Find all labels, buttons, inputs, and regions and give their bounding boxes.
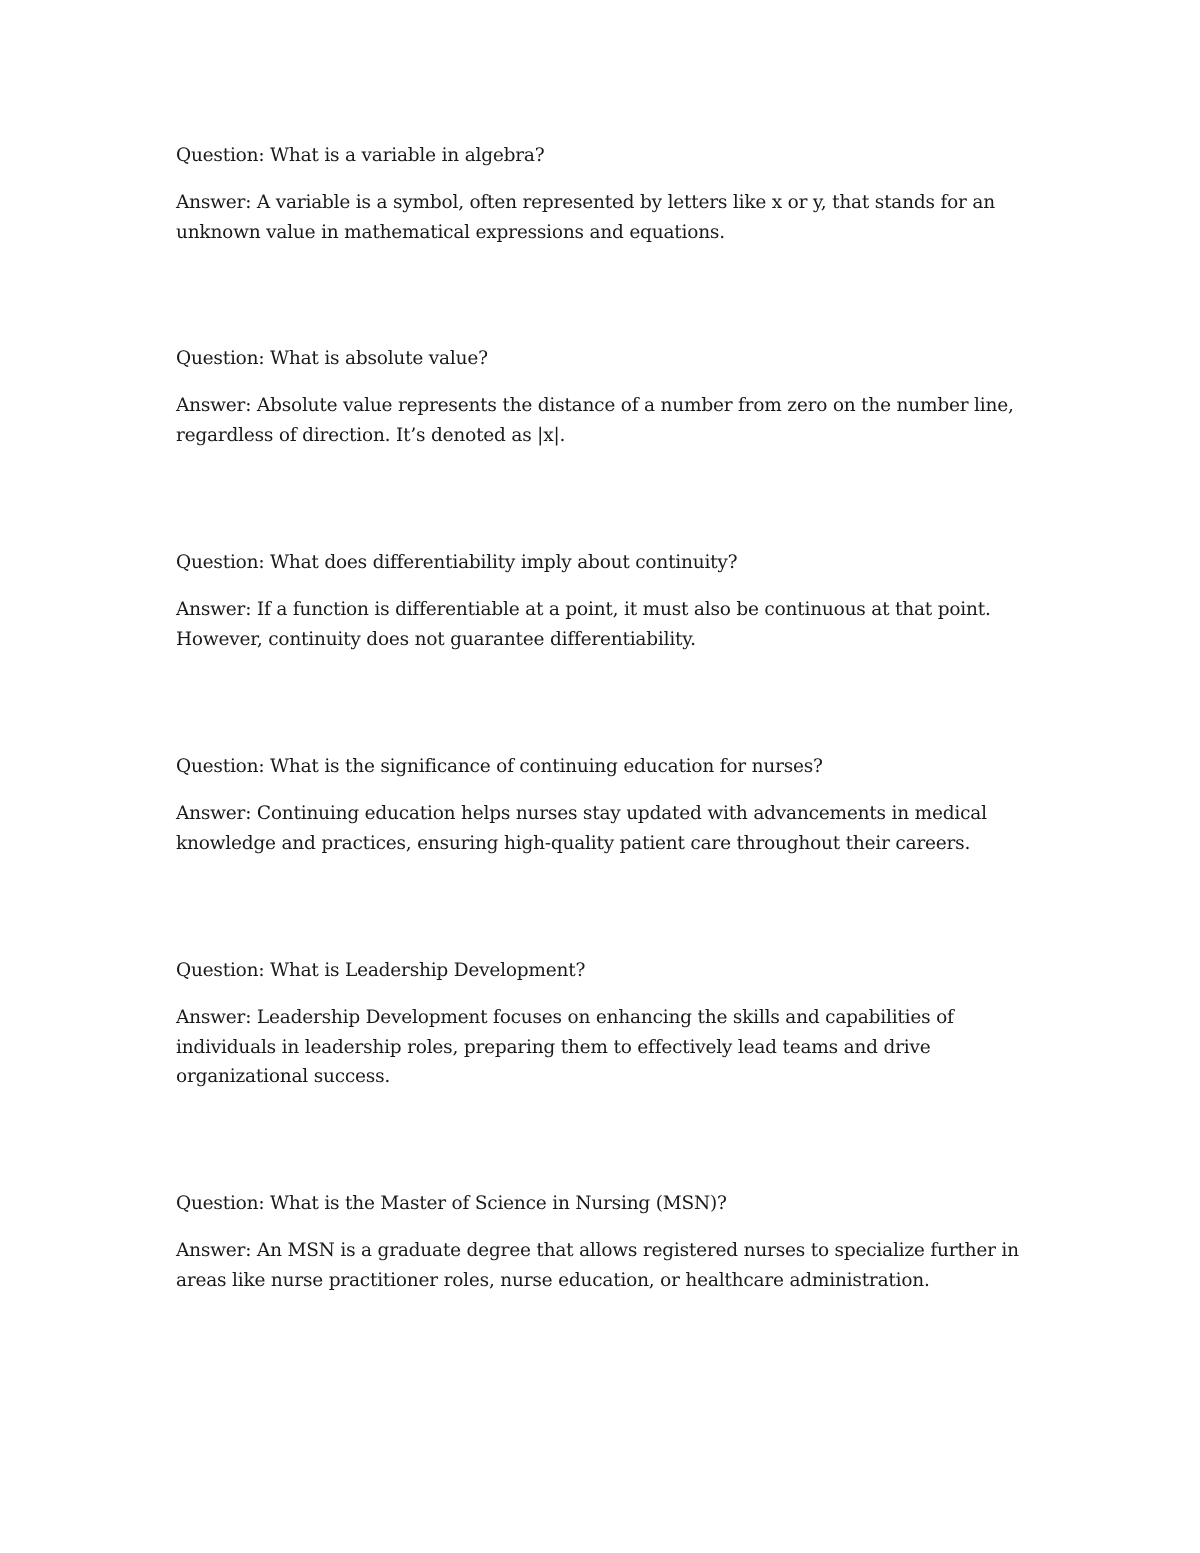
answer-text: Answer: Continuing education helps nurses stay updated with advancements in medical knowledge and practices, ensuring high-quality patient care throughout their careers.: [176, 803, 987, 854]
answer-text: Answer: A variable is a symbol, often represented by letters like x or y, that stands for an unknown value in mathematical expressions and equations.: [176, 192, 995, 243]
question-text: Question: What does differentiability imply about continuity?: [176, 552, 738, 573]
qa-item: [176, 548, 1026, 654]
answer-text: Answer: Absolute value represents the distance of a number from zero on the number line, regardless of direction. It’s denoted as |x|.: [176, 395, 1014, 446]
qa-item: [176, 141, 1026, 247]
question-text: Question: What is a variable in algebra?: [176, 145, 545, 166]
question-text: Question: What is absolute value?: [176, 348, 488, 369]
qa-item: [176, 956, 1026, 1092]
qa-item: [176, 1189, 1026, 1295]
answer-text: Answer: If a function is differentiable at a point, it must also be continuous at that point. However, continuity does not guarantee differentiability.: [176, 599, 991, 650]
question-text: Question: What is the significance of continuing education for nurses?: [176, 756, 823, 777]
qa-item: [176, 752, 1026, 858]
answer-text: Answer: An MSN is a graduate degree that allows registered nurses to specialize further in areas like nurse practitioner roles, nurse education, or healthcare administration.: [176, 1240, 1019, 1291]
qa-item: [176, 344, 1026, 450]
question-text: Question: What is Leadership Development?: [176, 960, 586, 981]
answer-text: Answer: Leadership Development focuses on enhancing the skills and capabilities of individuals in leadership roles, preparing them to effectively lead teams and drive organizational success.: [176, 1007, 954, 1087]
question-text: Question: What is the Master of Science in Nursing (MSN)?: [176, 1193, 727, 1214]
